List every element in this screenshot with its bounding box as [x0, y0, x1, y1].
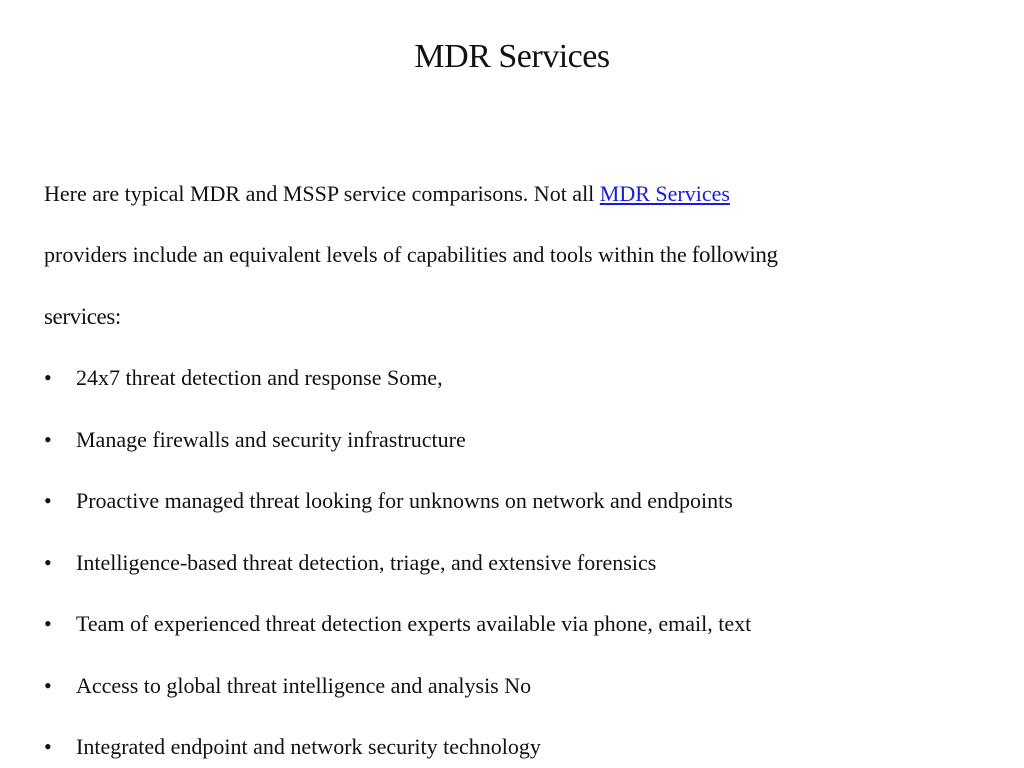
intro-line-2: [44, 242, 778, 268]
bullet-icon: •: [44, 365, 52, 390]
list-item-text: Proactive managed threat looking for unknowns on network and endpoints: [76, 488, 733, 513]
bullet-icon: •: [44, 672, 52, 698]
intro-text-2: providers include an equivalent levels of capabilities and tools within the: [44, 242, 687, 267]
list-item: [44, 427, 751, 489]
list-item-text: 24x7 threat detection and response Some,: [76, 365, 443, 390]
list-item-text: Intelligence-based threat detection, triage, and extensive forensics: [76, 549, 657, 575]
list-item: [44, 611, 751, 673]
list-item-text: Team of experienced threat detection experts available via phone, email, text: [76, 611, 752, 636]
bullet-icon: •: [44, 549, 52, 575]
page-title: MDR Services: [414, 38, 610, 75]
bullet-icon: •: [44, 734, 52, 759]
bullet-icon: •: [44, 426, 52, 452]
list-item: [44, 365, 751, 427]
list-item-text: Access to global threat intelligence and analysis No: [76, 672, 532, 698]
mdr-services-link[interactable]: MDR Services: [599, 181, 730, 206]
list-item: [44, 550, 751, 612]
list-item: [44, 734, 751, 768]
bullet-icon: •: [44, 611, 52, 636]
list-item: [44, 673, 751, 735]
list-item-text: Manage firewalls and security infrastructure: [76, 426, 466, 452]
intro-line-3: [44, 304, 121, 330]
intro-line-1: [44, 181, 730, 207]
list-item-text: Integrated endpoint and network security technology: [76, 734, 541, 759]
intro-emphasis-services: services:: [44, 304, 121, 329]
intro-emphasis-following: following: [691, 242, 778, 267]
bullet-list: [44, 365, 751, 768]
bullet-icon: •: [44, 488, 52, 513]
intro-text-1: Here are typical MDR and MSSP service comparisons. Not all: [44, 181, 600, 206]
list-item: [44, 488, 751, 550]
